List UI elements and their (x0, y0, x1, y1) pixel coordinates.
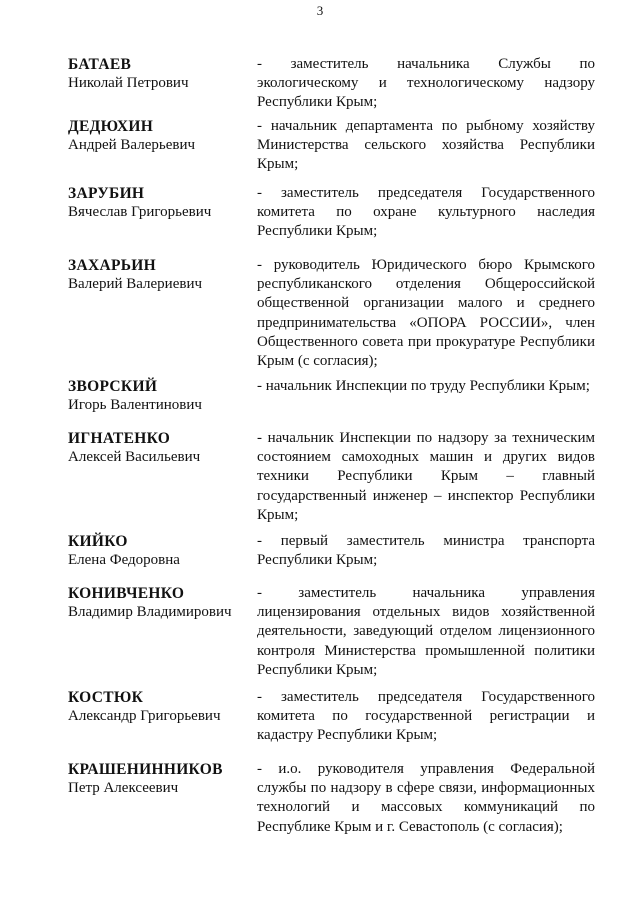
member-surname: ДЕДЮХИН (68, 118, 154, 135)
member-position: - первый заместитель министра транспорта Республики Крым; (257, 533, 595, 569)
member-position: - заместитель председателя Государственного комитета по охране культурного наследия Республики Крым; (257, 185, 595, 240)
member-surname: ЗВОРСКИЙ (68, 378, 158, 395)
member-surname: ЗАХАРЬИН (68, 257, 156, 274)
member-position: - руководитель Юридического бюро Крымского республиканского отделения Общероссийской общественной организации малого и среднего предпринимательства «ОПОРА РОССИИ», член Общественного совета при прокуратуре Республики Крым (с согласия); (257, 257, 595, 370)
member-position: - заместитель начальника Службы по экологическому и технологическому надзору Республики Крым; (257, 56, 595, 111)
member-given-names: Игорь Валентинович (68, 397, 202, 413)
member-surname: КОНИВЧЕНКО (68, 585, 185, 602)
member-surname: КОСТЮК (68, 689, 144, 706)
member-given-names: Андрей Валерьевич (68, 137, 196, 153)
member-surname: ЗАРУБИН (68, 185, 145, 202)
member-given-names: Алексей Васильевич (68, 449, 201, 465)
member-given-names: Вячеслав Григорьевич (68, 204, 212, 220)
member-given-names: Валерий Валериевич (68, 276, 203, 292)
member-position: - начальник Инспекции по труду Республики Крым; (257, 378, 590, 394)
member-given-names: Александр Григорьевич (68, 708, 221, 724)
member-given-names: Владимир Владимирович (68, 604, 232, 620)
member-position: - заместитель начальника управления лицензирования отдельных видов хозяйственной деятельности, заведующий отделом лицензионного контроля Министерства промышленной политики Республики Крым; (257, 585, 595, 678)
member-given-names: Елена Федоровна (68, 552, 180, 568)
member-surname: КРАШЕНИННИКОВ (68, 761, 223, 778)
member-surname: ИГНАТЕНКО (68, 430, 171, 447)
member-surname: БАТАЕВ (68, 56, 132, 73)
member-position: - и.о. руководителя управления Федеральной службы по надзору в сфере связи, информационных технологий и массовых коммуникаций по Республике Крым и г. Севастополь (с согласия); (257, 761, 595, 835)
member-given-names: Николай Петрович (68, 75, 189, 91)
member-position: - начальник Инспекции по надзору за техническим состоянием самоходных машин и других видов техники Республики Крым – главный государственный инженер – инспектор Республики Крым; (257, 430, 595, 523)
member-position: - заместитель председателя Государственного комитета по государственной регистрации и кадастру Республики Крым; (257, 689, 595, 744)
member-given-names: Петр Алексеевич (68, 780, 179, 796)
member-position: - начальник департамента по рыбному хозяйству Министерства сельского хозяйства Республики Крым; (257, 118, 595, 173)
member-surname: КИЙКО (68, 533, 128, 550)
page-number: 3 (316, 3, 324, 18)
